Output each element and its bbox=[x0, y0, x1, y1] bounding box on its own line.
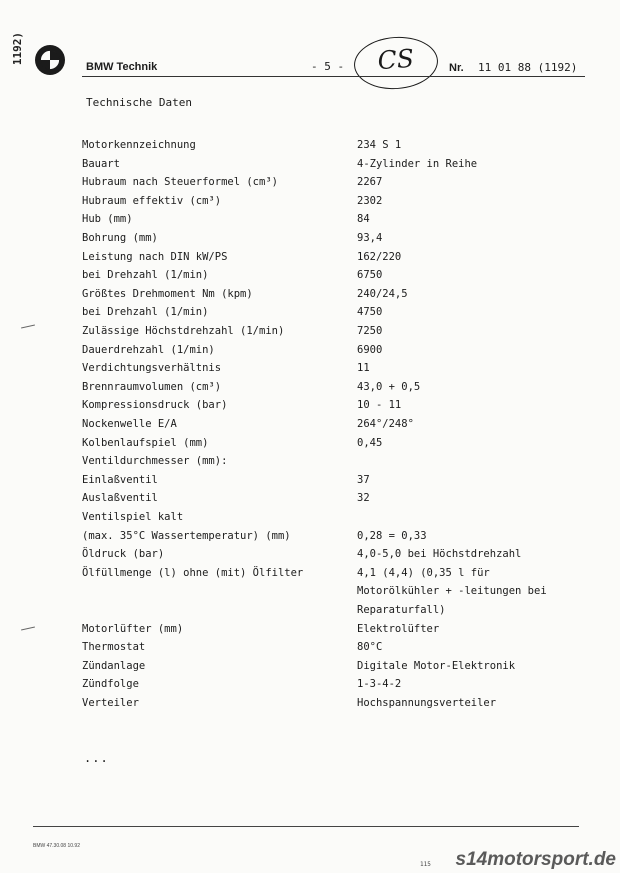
spec-label: Einlaßventil bbox=[82, 473, 158, 486]
spec-label: bei Drehzahl (1/min) bbox=[82, 269, 209, 282]
spec-label: Größtes Drehmoment Nm (kpm) bbox=[82, 287, 253, 300]
spec-label: (max. 35°C Wassertemperatur) (mm) bbox=[82, 529, 291, 542]
spec-value: 1-3-4-2 bbox=[357, 678, 402, 691]
spec-label: Nockenwelle E/A bbox=[82, 418, 177, 430]
spec-value: 4750 bbox=[357, 306, 383, 319]
spec-value: Hochspannungsverteiler bbox=[357, 697, 497, 709]
spec-value: Motorölkühler + -leitungen bei bbox=[357, 585, 547, 598]
spec-value: 11 bbox=[357, 362, 370, 375]
spec-value: Reparaturfall) bbox=[357, 604, 446, 616]
watermark: s14motorsport.de bbox=[455, 849, 616, 870]
spec-label: Auslaßventil bbox=[82, 492, 158, 505]
document-number: 11 01 88 (1192) bbox=[478, 61, 578, 74]
footer-code: BMW 47.30.08 10.92 bbox=[33, 843, 80, 849]
spec-value: 264°/248° bbox=[357, 418, 414, 430]
spec-label: Bauart bbox=[82, 157, 120, 170]
spec-label: Bohrung (mm) bbox=[82, 232, 158, 244]
spec-value: 240/24,5 bbox=[357, 287, 408, 300]
spec-value: 4,1 (4,4) (0,35 l für bbox=[357, 566, 490, 579]
spec-value: 2302 bbox=[357, 194, 383, 207]
spec-value: 6750 bbox=[357, 269, 383, 282]
spec-label: Motorlüfter (mm) bbox=[82, 622, 184, 635]
page-number: - 5 - bbox=[311, 60, 345, 73]
handwritten-stamp bbox=[352, 34, 439, 92]
spec-label: Ventildurchmesser (mm): bbox=[82, 455, 228, 468]
spec-label: Dauerdrehzahl (1/min) bbox=[82, 343, 215, 356]
side-note: 1192) bbox=[11, 32, 24, 66]
spec-label: Kompressionsdruck (bar) bbox=[82, 399, 228, 412]
spec-value: 93,4 bbox=[357, 232, 383, 244]
spec-label: Verteiler bbox=[82, 697, 139, 709]
spec-value: 80°C bbox=[357, 641, 383, 654]
continuation-dots: ... bbox=[84, 751, 109, 765]
section-title: Technische Daten bbox=[86, 96, 192, 109]
spec-label: Ventilspiel kalt bbox=[82, 511, 184, 523]
spec-value: 32 bbox=[357, 492, 370, 505]
brand-header: BMW Technik bbox=[86, 61, 158, 73]
spec-value: 2267 bbox=[357, 176, 383, 189]
bmw-roundel-logo bbox=[34, 44, 66, 76]
spec-value: 84 bbox=[357, 213, 370, 226]
footer-page-number: 115 bbox=[420, 861, 431, 868]
spec-value: 0,45 bbox=[357, 436, 383, 449]
spec-label: Brennraumvolumen (cm³) bbox=[82, 380, 222, 393]
header-rule bbox=[82, 76, 585, 77]
spec-value: 6900 bbox=[357, 343, 383, 356]
spec-value: 37 bbox=[357, 473, 370, 486]
edge-mark bbox=[21, 627, 35, 631]
spec-label: Ölfüllmenge (l) ohne (mit) Ölfilter bbox=[82, 566, 304, 579]
spec-value: 4-Zylinder in Reihe bbox=[357, 157, 478, 170]
document-number-label: Nr. bbox=[449, 62, 464, 74]
spec-value: 43,0 + 0,5 bbox=[357, 380, 421, 393]
spec-label: Hub (mm) bbox=[82, 213, 133, 226]
spec-label: Zündfolge bbox=[82, 678, 139, 691]
spec-value: Digitale Motor-Elektronik bbox=[357, 659, 516, 672]
spec-label: Hubraum nach Steuerformel (cm³) bbox=[82, 176, 278, 189]
spec-label: Motorkennzeichnung bbox=[82, 139, 196, 151]
spec-label: Zulässige Höchstdrehzahl (1/min) bbox=[82, 325, 285, 337]
spec-label: Leistung nach DIN kW/PS bbox=[82, 250, 228, 263]
spec-label: Öldruck (bar) bbox=[82, 548, 165, 561]
spec-label: Zündanlage bbox=[82, 659, 146, 672]
spec-value: 4,0-5,0 bei Höchstdrehzahl bbox=[357, 548, 522, 561]
spec-label: Kolbenlaufspiel (mm) bbox=[82, 436, 209, 449]
footer-rule bbox=[33, 826, 579, 827]
spec-label: Verdichtungsverhältnis bbox=[82, 362, 222, 375]
spec-value: 0,28 = 0,33 bbox=[357, 529, 427, 542]
spec-value: Elektrolüfter bbox=[357, 622, 440, 635]
edge-mark bbox=[21, 325, 35, 329]
spec-value: 10 - 11 bbox=[357, 399, 402, 412]
spec-label: bei Drehzahl (1/min) bbox=[82, 306, 209, 319]
stamp-text: CS bbox=[376, 43, 415, 76]
spec-value: 7250 bbox=[357, 325, 383, 337]
spec-label: Hubraum effektiv (cm³) bbox=[82, 194, 222, 207]
spec-label: Thermostat bbox=[82, 641, 146, 654]
spec-value: 162/220 bbox=[357, 250, 402, 263]
spec-value: 234 S 1 bbox=[357, 139, 402, 151]
